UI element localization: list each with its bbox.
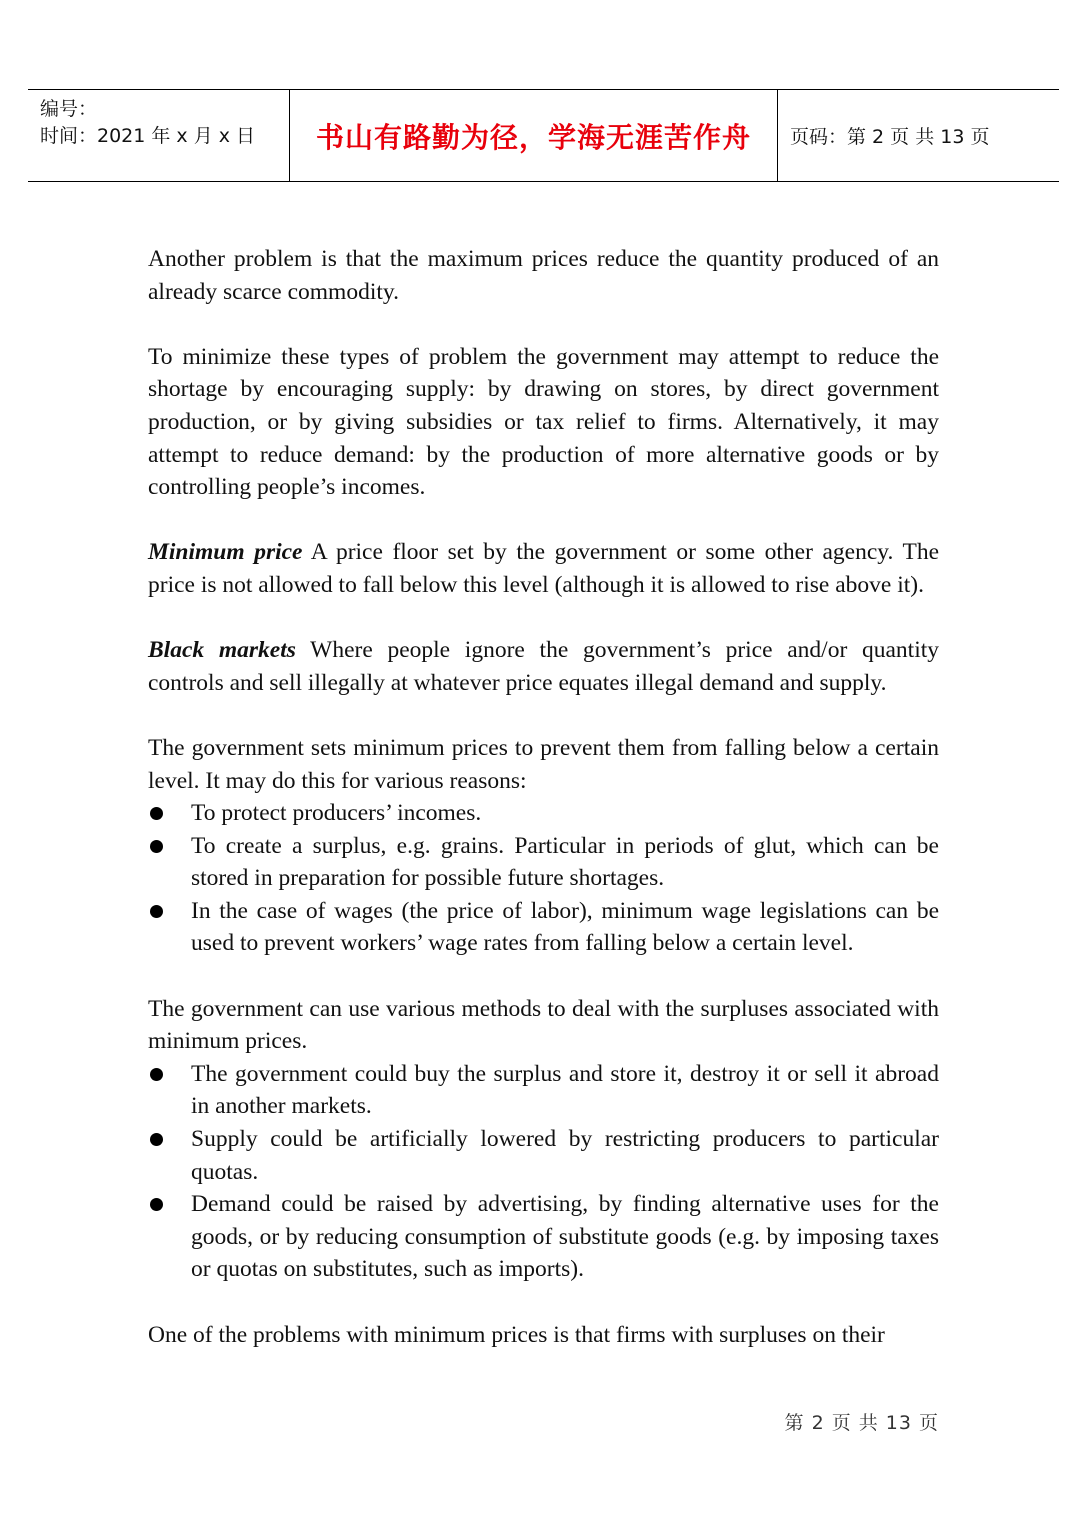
definition-paragraph — [148, 536, 939, 601]
header-motto: 书山有路勤为径，学海无涯苦作舟 — [315, 120, 751, 154]
header-motto-cell — [290, 90, 778, 181]
paragraph: One of the problems with minimum prices is that firms with surpluses on their — [148, 1321, 885, 1348]
bullet-list — [148, 797, 939, 960]
header-meta-cell — [28, 90, 290, 181]
document-time-label: 时间：2021 年 x 月 x 日 — [40, 125, 256, 147]
definition-text: A price floor set by the government or some other agency. The price is not allowed to fall below this level (although it is allowed to rise above it). — [148, 539, 939, 598]
paragraph: Another problem is that the maximum prices reduce the quantity produced of an already scarce commodity. — [148, 246, 939, 305]
header-page-cell — [778, 90, 1059, 181]
list-item-text: Supply could be artificially lowered by restricting producers to particular quotas. — [191, 1126, 939, 1185]
list-item-text: Demand could be raised by advertising, by finding alternative uses for the goods, or by reducing consumption of substitute goods (e.g. by imposing taxes or quotas on substitutes, such as imports). — [191, 1191, 939, 1283]
bullet-icon — [150, 807, 163, 820]
defined-term: Minimum price — [148, 539, 303, 566]
definition-text: Where people ignore the government’s price and/or quantity controls and sell illegally at whatever price equates illegal demand and supply. — [148, 637, 940, 696]
bullet-icon — [150, 905, 163, 918]
page-footer: 第 2 页 共 13 页 — [784, 1412, 939, 1434]
document-number-label: 编号： — [40, 98, 98, 120]
bullet-icon — [150, 1133, 163, 1146]
definition-paragraph — [148, 634, 939, 699]
paragraph: The government can use various methods to deal with the surpluses associated with minimum prices. — [148, 995, 939, 1055]
list-item-text: To protect producers’ incomes. — [191, 800, 482, 827]
header-page-code: 页码：第 2 页 共 13 页 — [790, 126, 990, 148]
bullet-icon — [150, 840, 163, 853]
list-item — [148, 1188, 939, 1286]
list-item-text: The government could buy the surplus and store it, destroy it or sell it abroad in another markets. — [191, 1060, 939, 1120]
list-item-text: In the case of wages (the price of labor), minimum wage legislations can be used to prevent workers’ wage rates from falling below a certain level. — [191, 897, 939, 957]
document-header — [28, 89, 1059, 182]
paragraph: To minimize these types of problem the government may attempt to reduce the shortage by encouraging supply: by drawing on stores, by direct government production, or by giving subsidies or tax relief to firms. Alternatively, it may attempt to reduce demand: by the production of more alternative goods or by controlling people’s incomes. — [148, 343, 939, 501]
list-item — [148, 797, 939, 830]
paragraph: The government sets minimum prices to prevent them from falling below a certain level. It may do this for various reasons: — [148, 734, 939, 794]
defined-term: Black markets — [148, 637, 296, 664]
list-item — [148, 830, 939, 895]
list-item — [148, 1123, 939, 1188]
list-item — [148, 895, 939, 960]
bullet-icon — [150, 1198, 163, 1211]
bullet-list — [148, 1058, 939, 1286]
list-item — [148, 1058, 939, 1123]
document-body — [148, 243, 939, 1351]
list-item-text: To create a surplus, e.g. grains. Particular in periods of glut, which can be stored in preparation for possible future shortages. — [191, 832, 939, 892]
bullet-icon — [150, 1068, 163, 1081]
